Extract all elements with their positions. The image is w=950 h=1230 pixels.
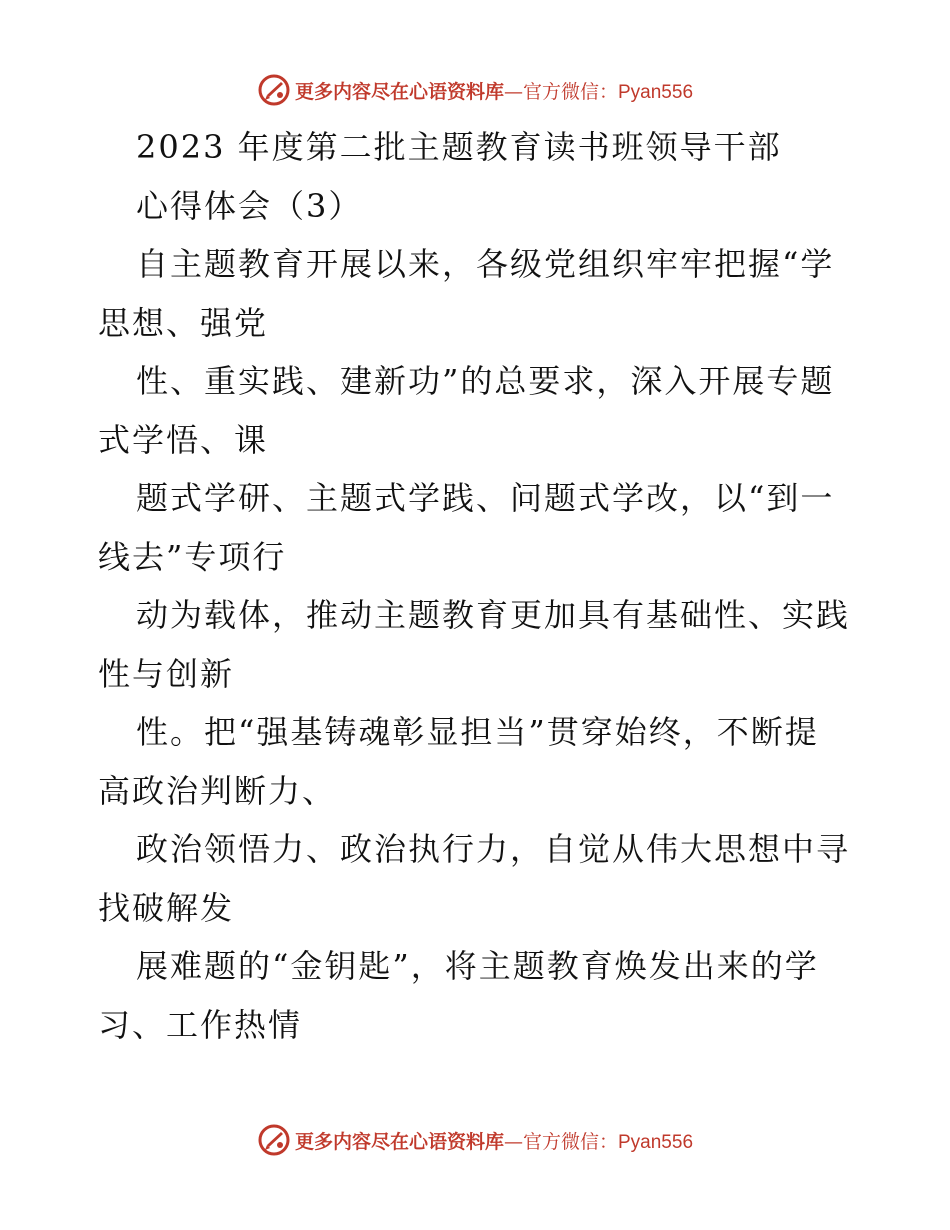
doc-line: 找破解发 (98, 888, 235, 927)
doc-line: 性。把“强基铸魂彰显担当”贯穿始终，不断提 (136, 713, 819, 751)
brand-logo-icon (257, 73, 291, 107)
doc-line: 习、工作热情 (98, 1005, 303, 1044)
watermark-handle: Pyan556 (618, 1131, 694, 1153)
watermark-wechat-label: 官方微信： (522, 1130, 618, 1153)
watermark-separator: — (503, 1130, 523, 1153)
brand-logo-icon (257, 1123, 291, 1157)
watermark-text (295, 77, 693, 104)
doc-line: 动为载体，推动主题教育更加具有基础性、实践 (136, 596, 851, 634)
doc-line: 政治领悟力、政治执行力，自觉从伟大思想中寻 (136, 830, 851, 868)
doc-line: 2023 年度第二批主题教育读书班领导干部 (136, 128, 782, 166)
watermark-handle: Pyan556 (618, 81, 694, 103)
document-body (98, 118, 858, 1054)
doc-line: 性与创新 (98, 654, 235, 693)
header-watermark (0, 70, 950, 110)
doc-line: 线去”专项行 (98, 537, 287, 576)
doc-line: 思想、强党 (98, 303, 269, 342)
doc-line: 高政治判断力、 (98, 771, 337, 810)
watermark-wechat-label: 官方微信： (522, 80, 618, 103)
doc-line: 题式学研、主题式学践、问题式学改，以“到一 (136, 479, 835, 517)
doc-line: 展难题的“金钥匙”，将主题教育焕发出来的学 (136, 947, 819, 985)
watermark-brand: 更多内容尽在心语资料库 (294, 80, 504, 103)
doc-line: 自主题教育开展以来，各级党组织牢牢把握“学 (136, 245, 835, 283)
doc-line: 式学悟、课 (98, 420, 269, 459)
footer-watermark (0, 1120, 950, 1160)
doc-line: 心得体会（3） (136, 186, 363, 225)
watermark-separator: — (503, 80, 523, 103)
watermark-brand: 更多内容尽在心语资料库 (294, 1130, 504, 1153)
watermark-text (295, 1127, 693, 1154)
doc-line: 性、重实践、建新功”的总要求，深入开展专题 (136, 362, 835, 400)
